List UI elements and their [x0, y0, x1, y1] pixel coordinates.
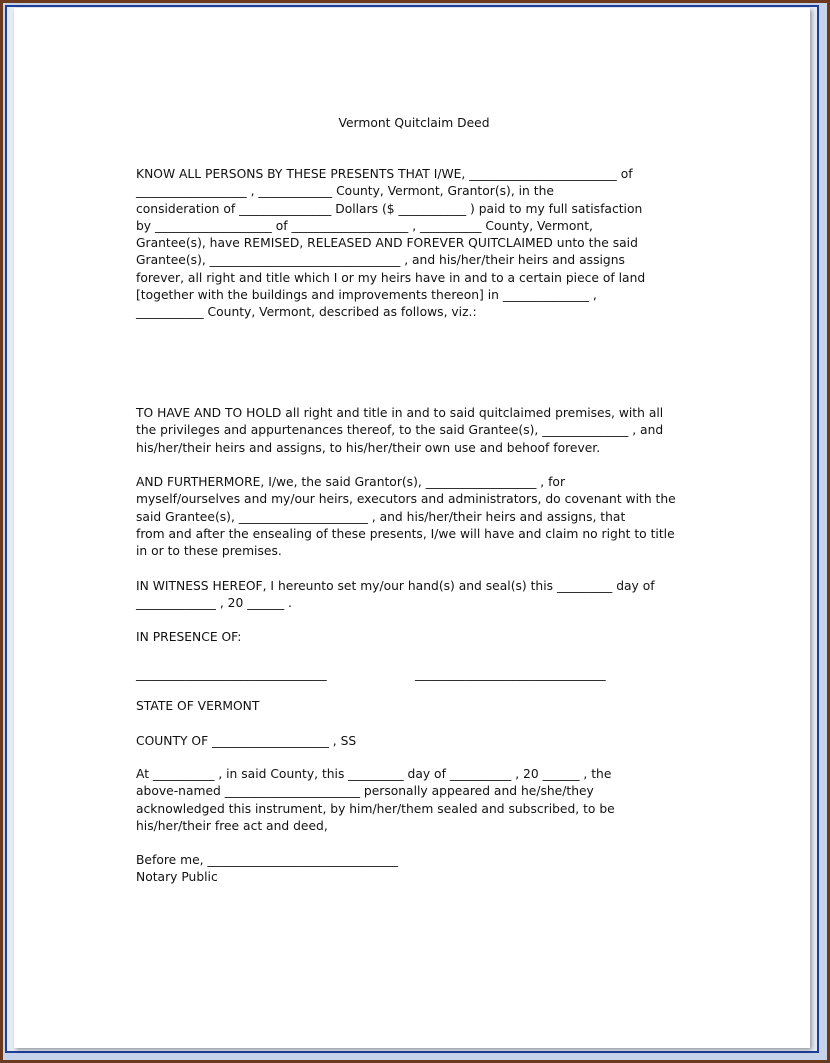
- paragraph-furthermore: [136, 474, 676, 560]
- paragraph-line: from and after the ensealing of these presents, I/we will have and claim no right to title: [136, 526, 675, 541]
- paragraph-line: At __________ , in said County, this _________ day of __________ , 20 ______ , the: [136, 767, 612, 781]
- paragraph-line: [together with the buildings and improvements thereon] in ______________ ,: [136, 288, 597, 303]
- county-line: [136, 733, 356, 750]
- paragraph-line: acknowledged this instrument, by him/her/them sealed and subscribed, to be: [136, 801, 615, 816]
- paragraph-in-witness: [136, 578, 655, 613]
- notary-block: [136, 852, 398, 887]
- state-label: [136, 698, 259, 715]
- paragraph-line: ___________ County, Vermont, described as follows, viz.:: [136, 305, 477, 320]
- before-me-line[interactable]: Before me, _______________________________: [136, 853, 399, 867]
- paragraph-to-have-and-to-hold: [136, 405, 663, 457]
- paragraph-line: said Grantee(s), _____________________ , and his/her/their heirs and assigns, that: [136, 509, 626, 524]
- state-label-text: STATE OF VERMONT: [136, 699, 260, 713]
- notary-public-label: Notary Public: [136, 870, 218, 885]
- paragraph-line: his/her/their free act and deed,: [136, 818, 328, 833]
- paragraph-know-all-persons: [136, 166, 645, 322]
- paragraph-line: TO HAVE AND TO HOLD all right and title in and to said quitclaimed premises, with all: [136, 406, 664, 420]
- presence-label-text: IN PRESENCE OF:: [136, 630, 242, 644]
- document-title: Vermont Quitclaim Deed: [338, 116, 490, 130]
- paragraph-line: _____________ , 20 ______ .: [136, 596, 292, 611]
- paragraph-line: the privileges and appurtenances thereof, to the said Grantee(s), ______________ , and: [136, 423, 664, 438]
- witness-signature-line-left[interactable]: _______________________________: [136, 667, 327, 681]
- paragraph-line: AND FURTHERMORE, I/we, the said Grantor(s), __________________ , for: [136, 475, 566, 489]
- paragraph-line: myself/ourselves and my/our heirs, executors and administrators, do covenant with the: [136, 492, 676, 507]
- paragraph-line: forever, all right and title which I or my heirs have in and to a certain piece of land: [136, 270, 646, 285]
- paragraph-line: his/her/their heirs and assigns, to his/her/their own use and behoof forever.: [136, 440, 601, 455]
- presence-label: [136, 629, 241, 646]
- paragraph-line: above-named ______________________ personally appeared and he/she/they: [136, 784, 594, 799]
- paragraph-line: KNOW ALL PERSONS BY THESE PRESENTS THAT I/WE, ________________________ of: [136, 167, 633, 181]
- paragraph-line: IN WITNESS HEREOF, I hereunto set my/our hand(s) and seal(s) this _________ day of: [136, 579, 655, 593]
- paragraph-line: Grantee(s), _______________________________ , and his/her/their heirs and assigns: [136, 253, 625, 268]
- paragraph-line: Grantee(s), have REMISED, RELEASED AND FOREVER QUITCLAIMED unto the said: [136, 236, 638, 251]
- paragraph-line: in or to these premises.: [136, 544, 282, 559]
- paragraph-acknowledgment: [136, 766, 615, 835]
- paragraph-line: __________________ , ____________ County, Vermont, Grantor(s), in the: [136, 184, 554, 199]
- county-line-text: COUNTY OF ___________________ , SS: [136, 734, 357, 748]
- witness-signature-line-right[interactable]: _______________________________: [415, 667, 606, 681]
- document-page: [14, 8, 810, 1048]
- paragraph-line: consideration of _______________ Dollars ($ ___________ ) paid to my full satisfaction: [136, 201, 643, 216]
- paragraph-line: by ___________________ of ___________________ , __________ County, Vermont,: [136, 218, 593, 233]
